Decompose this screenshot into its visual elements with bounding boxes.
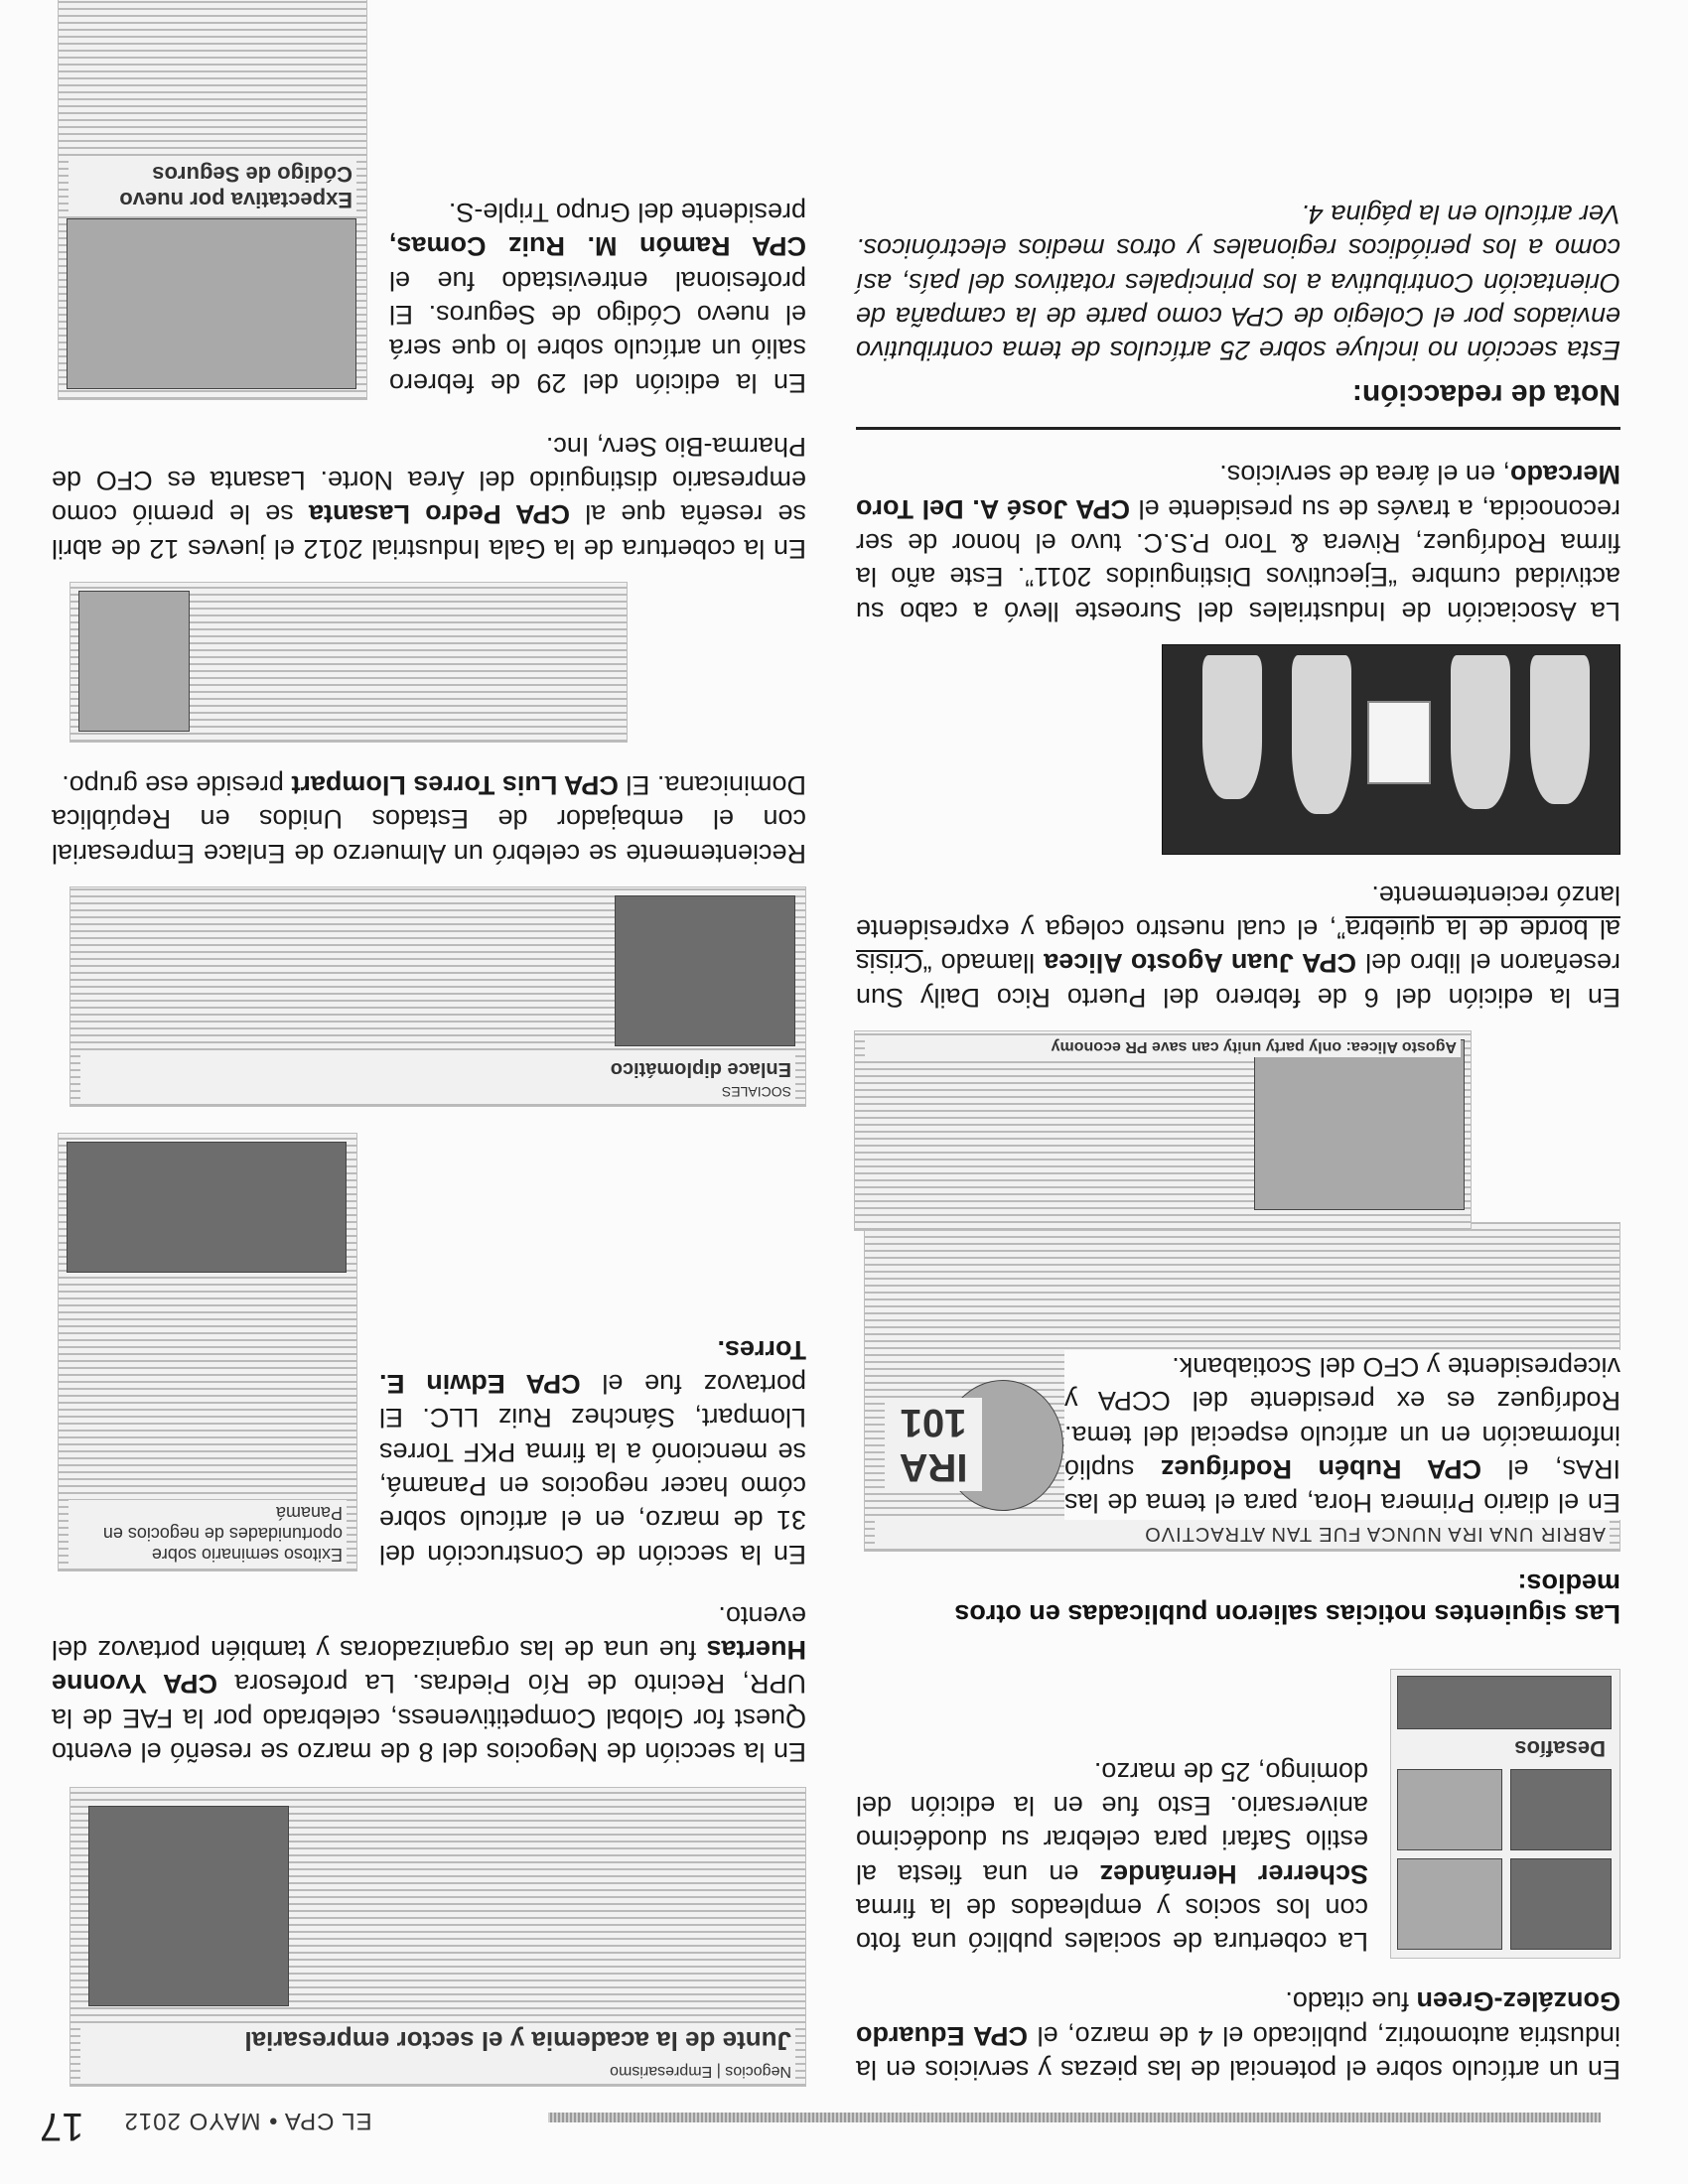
seguros-row — [52, 0, 806, 400]
section-title-otros-medios: Las siguientes noticias salieron publicadas en otros medios: — [954, 1569, 1620, 1630]
name-huertas: CPA Yvonne Huertas — [52, 1635, 806, 1700]
clip-agosto-alicea-title: Agosto Alicea: only party unity can save PR economy — [865, 1035, 1461, 1057]
clip-academia-title: Junte de la academia y el sector empresarial — [80, 2023, 795, 2058]
page-number: 17 — [40, 2105, 84, 2148]
article-lasanta: En la cobertura de la Gala Industrial 2012 el jueves 12 de abril se reseña que al CPA Pedro Lasanta se le premió como empresario distinguido del Área Norte. Lasanta es CFO de Pharma-Bio Serv, Inc. — [51, 431, 806, 564]
note-title: Nota de redacción: — [1351, 378, 1620, 412]
book-title: Crisis al borde de la quiebra — [856, 914, 1620, 979]
name-ruiz-comas: CPA Ramón M. Ruiz Comas, — [389, 231, 806, 262]
clip-enlace-diplomatico — [70, 887, 806, 1107]
note-rule — [856, 427, 1620, 430]
magazine-issue: EL CPA • MAYO 2012 — [123, 2108, 372, 2134]
clip-panama — [58, 1133, 357, 1571]
header-rule — [548, 2113, 1601, 2122]
right-column — [52, 0, 806, 2087]
article-gonzalez-green: En un artículo sobre el potencial de las piezas y servicios en la industria automotriz, publicado el 4 de marzo, el CPA Eduardo González-Green fue citado. — [856, 1986, 1620, 2085]
name-del-toro: CPA José A. Del Toro Mercado — [856, 460, 1620, 524]
name-torres-llompart: CPA Luis Torres Llompart — [291, 770, 619, 801]
clip-academia — [70, 1787, 806, 2087]
panama-row — [52, 1133, 806, 1571]
left-column — [856, 198, 1620, 2087]
clip-codigo-seguros — [58, 0, 367, 400]
folio — [40, 2104, 447, 2148]
clip-enlace-kicker: SOCIALES — [80, 1082, 795, 1102]
photo-ejecutivos-distinguidos — [1162, 644, 1620, 855]
clip-agosto-alicea — [854, 1030, 1472, 1231]
clip-gala-industrial — [70, 582, 628, 743]
clip-ira-title: ABRIR UNA IRA NUNCA FUE TAN ATRACTIVO — [875, 1520, 1610, 1547]
article-scherrer: La cobertura de sociales publicó una foto con los socios y empleados de la firma Scherrer Hernández en una fiesta al estilo Safari para celebrar su duodécimo aniversario. Esto fue en la edición del domingo, 25 de marzo. — [856, 1756, 1368, 1958]
clip-desafios — [1390, 1669, 1620, 1959]
clip-ira-badge: IRA 101 — [885, 1398, 982, 1491]
name-gonzalez-green: CPA Eduardo González-Green — [856, 1986, 1620, 2051]
article-ruiz-comas: En la edición del 29 de febrero salió un artículo sobre lo que será el nuevo Código de Seguros. El profesional entrevistado fue el CPA Ramón M. Ruiz Comas, presidente del Grupo Triple-S. — [389, 198, 806, 398]
name-scherrer: Scherrer Hernández — [1099, 1858, 1368, 1889]
clip-desafios-title: Desafíos — [1401, 1733, 1610, 1763]
name-agosto-alicea: CPA Juan Agosto Alicea — [1044, 948, 1357, 979]
clip-enlace-title: Enlace diplomático — [80, 1055, 795, 1082]
name-lasanta: CPA Pedro Lasanta — [308, 499, 570, 530]
article-torres-panama: En la sección de Construcción del 31 de marzo, en el artículo sobre cómo hacer negocios en Panamá, se mencionó a la firma PKF Torres Llompart, Sánchez Ruiz LLC. El portavoz fue el CPA Edwin E. Torres. — [379, 1334, 806, 1570]
article-huertas: En la sección de Negocios del 8 de marzo se reseñó el evento Quest for Global Competitiveness, celebrado por la FAE de la UPR, Recinto de Río Piedras. La profesora CPA Yvonne Huertas fue una de las organizadoras y también portavoz del evento. — [52, 1600, 806, 1767]
article-del-toro: La Asociación de Industriales del Suroeste llevó a cabo su actividad cumbre “Ejecutivos Distinguidos 2011”. Este año la firma Rodríguez, Rivera & Toro P.S.C. tuvo el honor de ser reconocida, a través de su presidente el CPA José A. Del Toro Mercado, en el área de servicios. — [856, 460, 1620, 626]
name-ruben-rodriguez: CPA Rubén Rodríguez — [1161, 1453, 1481, 1484]
clip-seguros-title: Expectativa por nuevo Código de Seguros — [69, 159, 356, 214]
scherrer-row — [856, 1669, 1620, 1959]
note-text: Esta sección no incluye sobre 25 artículos de tema contributivo enviados por el Colegio de CPA como parte de la campaña de Orientación Contributiva a los principales rotativos del país, así como a los periódicos regionales y otros medios electrónicos. Ver artículo en la página 4. — [856, 200, 1620, 366]
article-rodriguez: En el diario Primera Hora, para el tema de las IRAs, el CPA Rubén Rodríguez suplió información en un artículo especial del tema. Rodríguez es ex presidente del CCPA y vicepresidente y CFO del Scotiabank. — [1064, 1350, 1620, 1520]
article-torres-llompart: Recientemente se celebró un Almuerzo de Enlace Empresarial con el embajador de Estados Unidos en República Dominicana. El CPA Luis Torres Llompart preside ese grupo. — [52, 770, 806, 869]
clip-panama-title: Exitoso seminario sobre oportunidades de negocios en Panamá — [69, 1500, 347, 1567]
name-edwin-torres: CPA Edwin E. Torres. — [379, 1334, 806, 1400]
clip-academia-kicker: Negocios | Empresarismo — [80, 2060, 795, 2082]
article-agosto-alicea: En la edición del 6 de febrero del Puerto Rico Daily Sun reseñaron el libro del CPA Juan Agosto Alicea llamado “Crisis al borde de la quiebra”, el cual nuestro colega y expresidente lanzó recientemente. — [856, 880, 1620, 1013]
